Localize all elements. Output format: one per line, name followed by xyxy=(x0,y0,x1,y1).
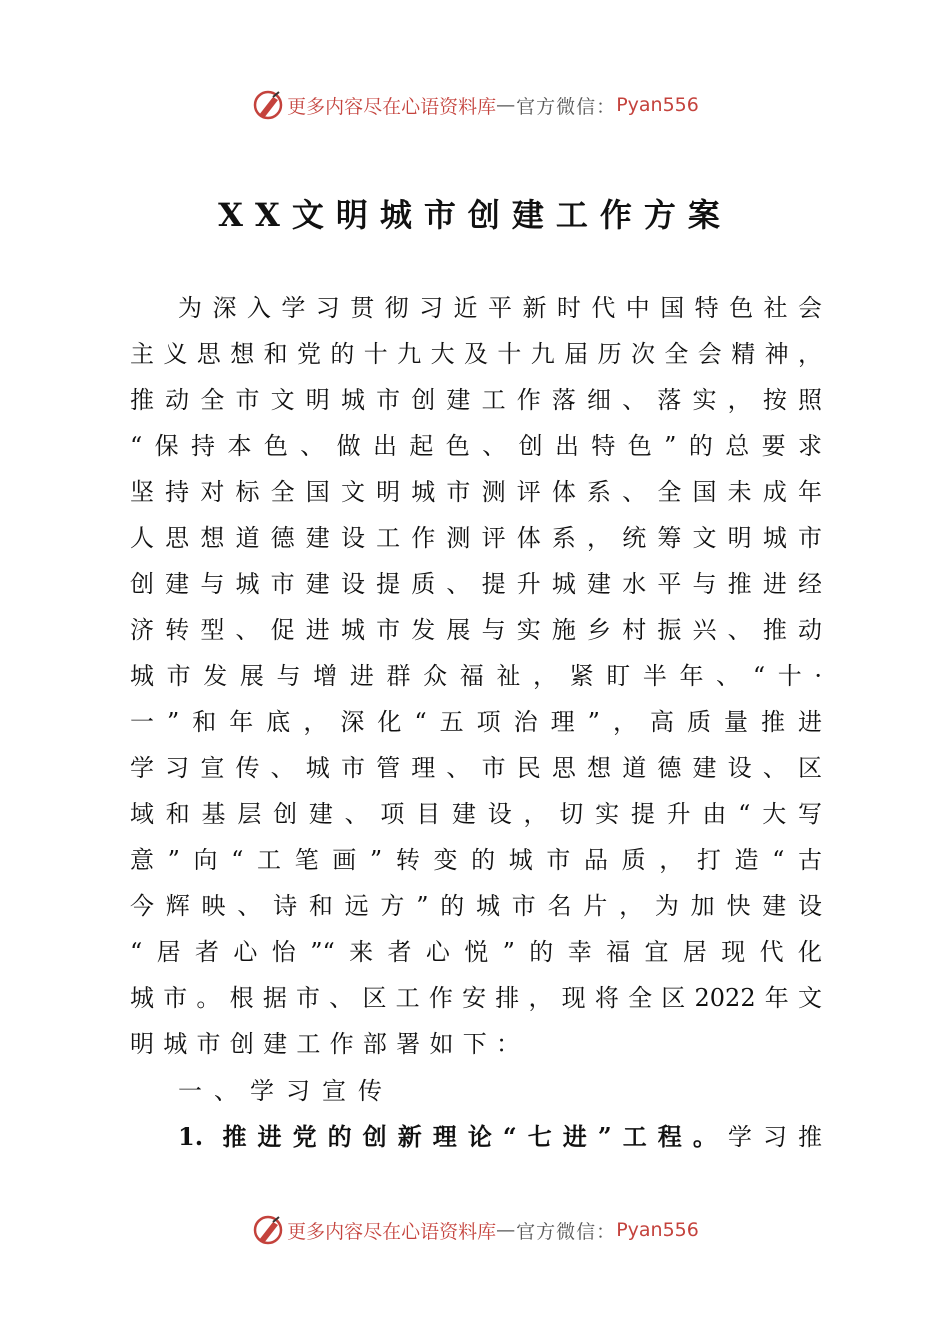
paragraph-line: 一”和年底，深化“五项治理”，高质量推进 xyxy=(130,708,822,736)
subsection-bold-text: 1. 推进党的创新理论“七进”工程。 xyxy=(178,1122,728,1151)
paragraph-line: 学习宣传、城市管理、市民思想道德建设、区 xyxy=(130,754,822,782)
watermark-id: Pyan556 xyxy=(616,1219,699,1241)
paragraph-line: 推动全市文明城市创建工作落细、落实，按照 xyxy=(130,386,822,414)
paragraph-line: 为深入学习贯彻习近平新时代中国特色社会 xyxy=(178,294,822,322)
paragraph-line: 域和基层创建、项目建设，切实提升由“大写 xyxy=(130,800,822,828)
paragraph-line: 人思想道德建设工作测评体系，统筹文明城市 xyxy=(130,524,822,552)
paragraph-line: 城市。根据市、区工作安排，现将全区2022年文 xyxy=(130,984,822,1012)
section-heading: 一、学习宣传 xyxy=(178,1077,394,1105)
watermark-header xyxy=(0,85,950,125)
watermark-footer xyxy=(0,1210,950,1250)
subsection-line xyxy=(178,1114,822,1160)
paragraph-line: 济转型、促进城市发展与实施乡村振兴、推动 xyxy=(130,616,822,644)
pen-nib-logo-icon xyxy=(251,88,285,122)
paragraph-line: “保持本色、做出起色、创出特色”的总要求 xyxy=(130,432,822,460)
paragraph-line: “居者心怡”“来者心悦”的幸福宜居现代化 xyxy=(130,938,822,966)
watermark-brand: 更多内容尽在心语资料库 xyxy=(287,1220,497,1243)
paragraph-line: 创建与城市建设提质、提升城建水平与推进经 xyxy=(130,570,822,598)
watermark-dash: — xyxy=(496,1219,517,1241)
paragraph-line: 明城市创建工作部署如下： xyxy=(130,1030,520,1058)
subsection-text: 学习推 xyxy=(727,1123,822,1151)
paragraph-line: 坚持对标全国文明城市测评体系、全国未成年 xyxy=(130,478,822,506)
watermark-brand: 更多内容尽在心语资料库 xyxy=(287,95,497,118)
watermark-dash: — xyxy=(496,94,517,116)
paragraph-line: 今辉映、诗和远方”的城市名片，为加快建设 xyxy=(130,892,822,920)
watermark-id: Pyan556 xyxy=(616,94,699,116)
paragraph-line: 城市发展与增进群众福祉，紧盯半年、“十· xyxy=(130,662,822,690)
pen-nib-logo-icon xyxy=(251,1213,285,1247)
paragraph-line: 主义思想和党的十九大及十九届历次全会精神， xyxy=(130,340,822,368)
watermark-label: 官方微信： xyxy=(516,95,617,118)
watermark-label: 官方微信： xyxy=(516,1220,617,1243)
document-title: XX文明城市创建工作方案 xyxy=(218,196,732,234)
paragraph-line: 意”向“工笔画”转变的城市品质，打造“古 xyxy=(130,846,822,874)
